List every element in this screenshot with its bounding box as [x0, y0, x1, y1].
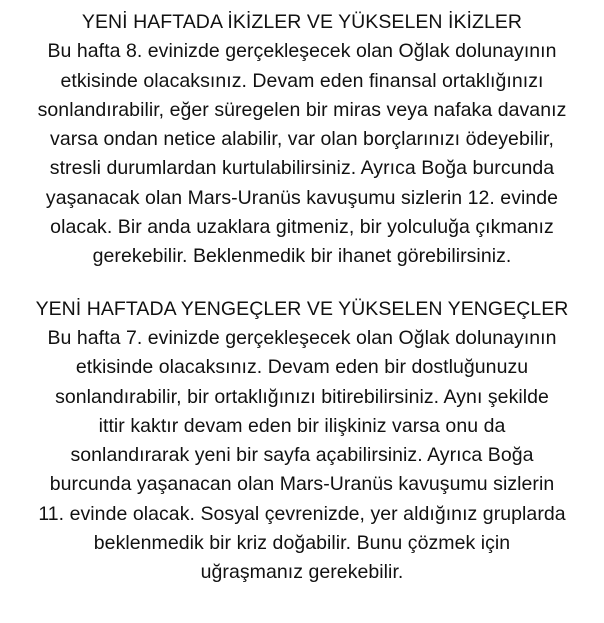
paragraph-line: stresli durumlardan kurtulabilirsiniz. Ayrıca Boğa burcunda [49, 157, 555, 180]
paragraph-line: yaşanacak olan Mars-Uranüs kavuşumu sizlerin 12. evinde [45, 186, 559, 209]
paragraph-line: Bu hafta 7. evinizde gerçekleşecek olan Oğlak dolunayının [47, 326, 557, 349]
paragraph-line: 11. evinde olacak. Sosyal çevrenizde, yer aldığınız gruplarda [38, 502, 566, 525]
paragraph-line: sonlandırabilir, bir ortaklığınızı bitirebilirsiniz. Aynı şekilde [55, 385, 549, 408]
paragraph-line: gerekebilir. Beklenmedik bir ihanet görebilirsiniz. [92, 245, 512, 268]
paragraph-line: sonlandırabilir, eğer süregelen bir miras veya nafaka davanız [37, 98, 567, 121]
section-heading: YENİ HAFTADA YENGEÇLER VE YÜKSELEN YENGEÇLER [35, 297, 569, 320]
section-ikizler [4, 8, 600, 272]
paragraph-line: uğraşmanız gerekebilir. [200, 561, 404, 584]
paragraph-line: Bu hafta 8. evinizde gerçekleşecek olan Oğlak dolunayının [47, 40, 557, 63]
paragraph-line: etkisinde olacaksınız. Devam eden finansal ortaklığınızı [60, 69, 544, 92]
paragraph-line: beklenmedik bir kriz doğabilir. Bunu çözmek için [93, 532, 511, 555]
section-heading: YENİ HAFTADA İKİZLER VE YÜKSELEN İKİZLER [81, 11, 523, 33]
section-yengecler [4, 295, 600, 588]
paragraph-line: sonlandırarak yeni bir sayfa açabilirsiniz. Ayrıca Boğa [70, 444, 534, 467]
paragraph-line: olacak. Bir anda uzaklara gitmeniz, bir yolculuğa çıkmanız [50, 216, 554, 239]
paragraph-line: burcunda yaşanacan olan Mars-Uranüs kavuşumu sizlerin [49, 473, 555, 496]
paragraph-line: varsa ondan netice alabilir, var olan borçlarınızı ödeyebilir, [50, 128, 554, 151]
paragraph-line: etkisinde olacaksınız. Devam eden bir dostluğunuzu [75, 356, 529, 379]
paragraph-line: ittir kaktır devam eden bir ilişkiniz varsa onu da [98, 414, 506, 437]
